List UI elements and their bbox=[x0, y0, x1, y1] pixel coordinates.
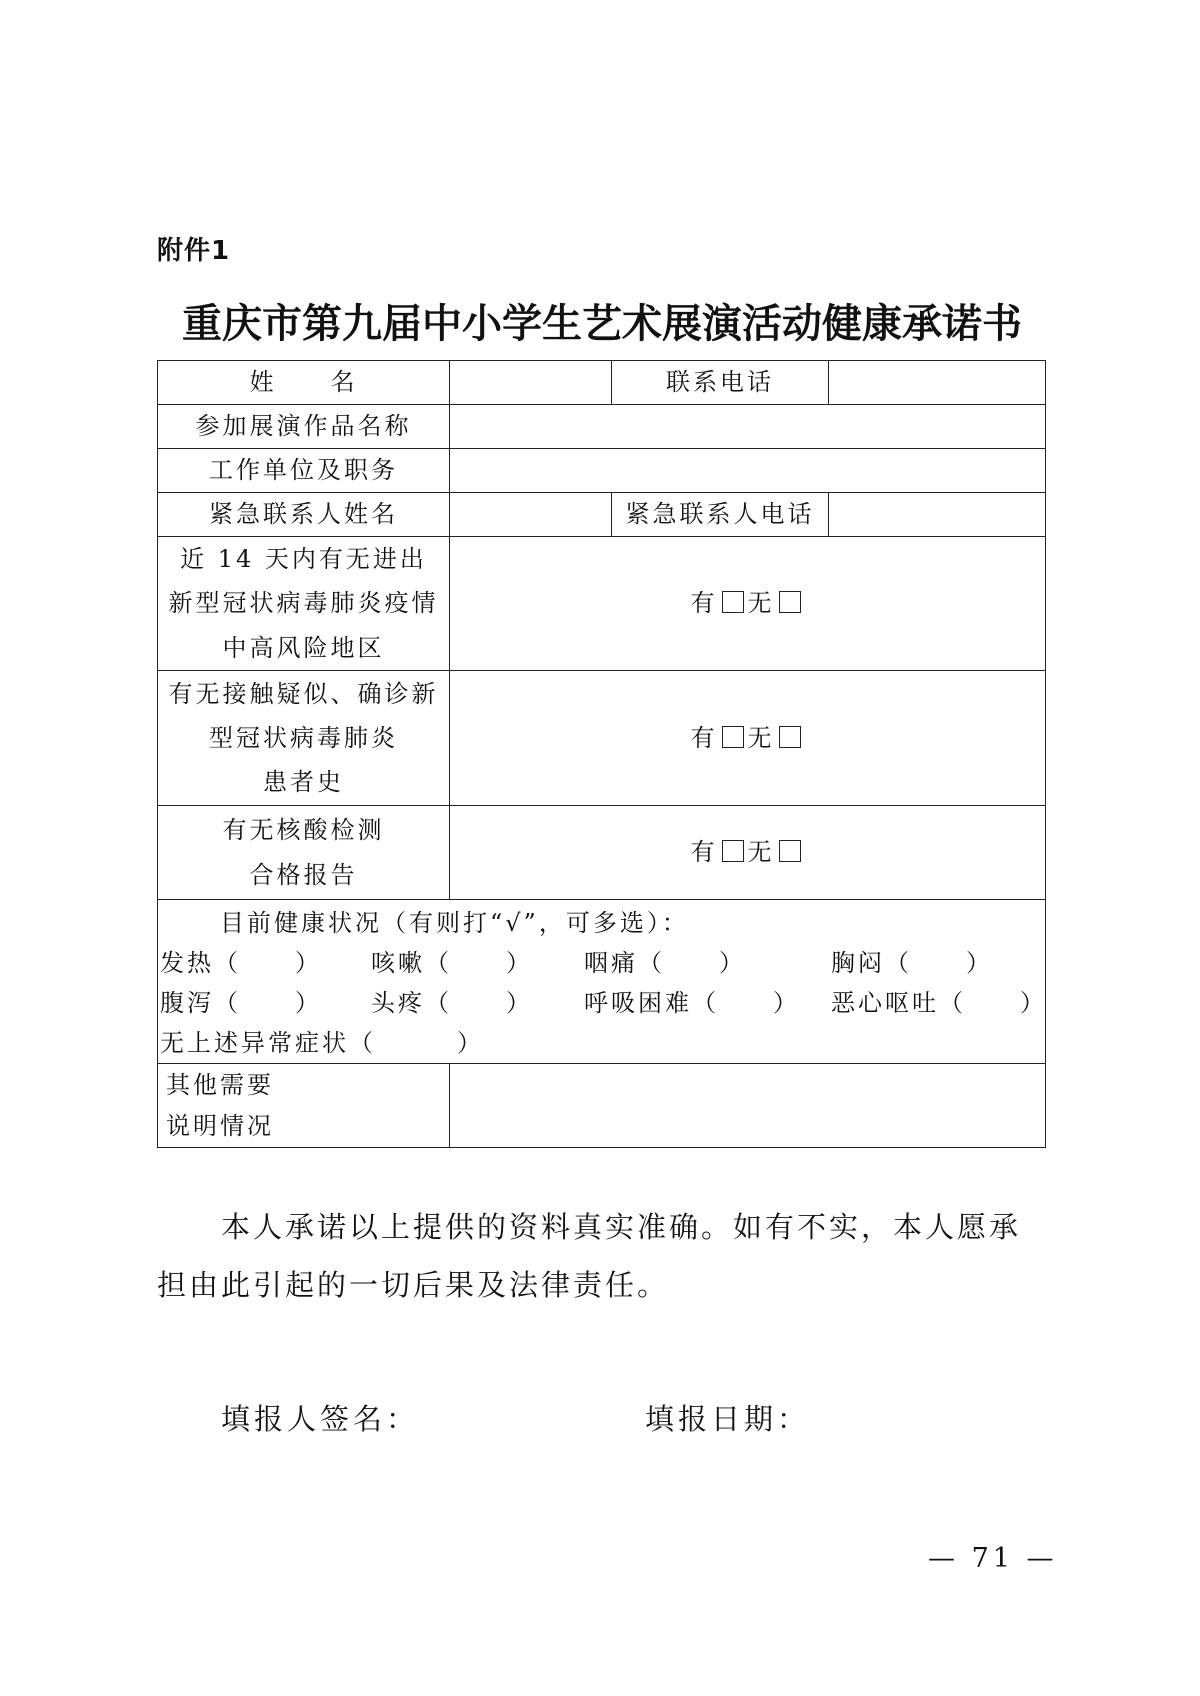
q3-label bbox=[158, 806, 450, 900]
emergency-phone-field[interactable] bbox=[829, 493, 1046, 537]
other-notes-line2: 说明情况 bbox=[166, 1111, 274, 1140]
symptom-chest-tightness[interactable]: 胸闷（ ） bbox=[831, 948, 993, 977]
emergency-phone-label: 紧急联系人电话 bbox=[612, 493, 829, 537]
other-notes-label bbox=[158, 1064, 450, 1148]
q1-answer bbox=[450, 537, 1046, 671]
pledge-paragraph bbox=[157, 1198, 1057, 1314]
pledge-line2: 担由此引起的一切后果及法律责任。 bbox=[157, 1268, 670, 1302]
q3-yes-label: 有 bbox=[690, 838, 716, 867]
unit-label: 工作单位及职务 bbox=[158, 449, 450, 493]
date-label: 填报日期： bbox=[645, 1402, 811, 1436]
q1-yes-label: 有 bbox=[690, 589, 716, 618]
q2-answer bbox=[450, 671, 1046, 806]
symptom-fever[interactable]: 发热（ ） bbox=[160, 948, 322, 977]
q3-answer bbox=[450, 806, 1046, 900]
symptom-headache[interactable]: 头疼（ ） bbox=[371, 988, 533, 1017]
name-label: 姓 名 bbox=[158, 361, 450, 405]
unit-field[interactable] bbox=[450, 449, 1046, 493]
emergency-name-label: 紧急联系人姓名 bbox=[158, 493, 450, 537]
health-status-section bbox=[158, 900, 1046, 1064]
q2-line1: 有无接触疑似、确诊新 bbox=[168, 679, 439, 708]
other-notes-line1: 其他需要 bbox=[166, 1070, 274, 1099]
attachment-label: 附件1 bbox=[157, 236, 231, 266]
symptom-cough[interactable]: 咳嗽（ ） bbox=[371, 948, 533, 977]
symptom-diarrhea[interactable]: 腹泻（ ） bbox=[160, 988, 322, 1017]
name-field[interactable] bbox=[450, 361, 612, 405]
q2-yes-label: 有 bbox=[690, 723, 716, 752]
page-number: — 71 — bbox=[928, 1543, 1058, 1574]
q3-line2: 合格报告 bbox=[249, 860, 358, 889]
q2-line3: 患者史 bbox=[263, 768, 344, 797]
symptom-row-2 bbox=[158, 983, 1045, 1023]
other-notes-field[interactable] bbox=[450, 1064, 1046, 1148]
symptom-none[interactable]: 无上述异常症状（ ） bbox=[160, 1028, 484, 1057]
health-pledge-form bbox=[157, 360, 1046, 1148]
symptom-row-3 bbox=[158, 1023, 1045, 1063]
q2-yes-checkbox[interactable] bbox=[722, 726, 744, 748]
work-title-field[interactable] bbox=[450, 405, 1046, 449]
pledge-line1: 本人承诺以上提供的资料真实准确。如有不实，本人愿承 bbox=[221, 1210, 1022, 1244]
phone-label: 联系电话 bbox=[612, 361, 829, 405]
q2-line2: 型冠状病毒肺炎 bbox=[209, 723, 398, 752]
q1-line3: 中高风险地区 bbox=[222, 633, 385, 662]
q3-no-checkbox[interactable] bbox=[779, 840, 801, 862]
symptom-sore-throat[interactable]: 咽痛（ ） bbox=[584, 948, 746, 977]
q1-yes-checkbox[interactable] bbox=[722, 591, 744, 613]
symptom-nausea-vomiting[interactable]: 恶心呕吐（ ） bbox=[831, 988, 1047, 1017]
q1-line2: 新型冠状病毒肺炎疫情 bbox=[168, 589, 439, 618]
symptom-row-1 bbox=[158, 943, 1045, 983]
q2-no-checkbox[interactable] bbox=[779, 726, 801, 748]
q1-no-checkbox[interactable] bbox=[779, 591, 801, 613]
q3-line1: 有无核酸检测 bbox=[222, 816, 385, 845]
q1-no-label: 无 bbox=[747, 589, 773, 618]
q3-no-label: 无 bbox=[747, 838, 773, 867]
emergency-name-field[interactable] bbox=[450, 493, 612, 537]
symptom-dyspnea[interactable]: 呼吸困难（ ） bbox=[584, 988, 800, 1017]
work-title-label: 参加展演作品名称 bbox=[158, 405, 450, 449]
q1-line1: 近 14 天内有无进出 bbox=[180, 545, 427, 573]
q1-label bbox=[158, 537, 450, 671]
signature-label: 填报人签名： bbox=[221, 1402, 420, 1436]
q2-label bbox=[158, 671, 450, 806]
pledge-line1-wrap bbox=[157, 1198, 1057, 1256]
phone-field[interactable] bbox=[829, 361, 1046, 405]
document-title: 重庆市第九届中小学生艺术展演活动健康承诺书 bbox=[182, 300, 1022, 347]
q3-yes-checkbox[interactable] bbox=[722, 840, 744, 862]
health-header: 目前健康状况（有则打“√”，可多选）： bbox=[220, 908, 689, 937]
q2-no-label: 无 bbox=[747, 723, 773, 752]
